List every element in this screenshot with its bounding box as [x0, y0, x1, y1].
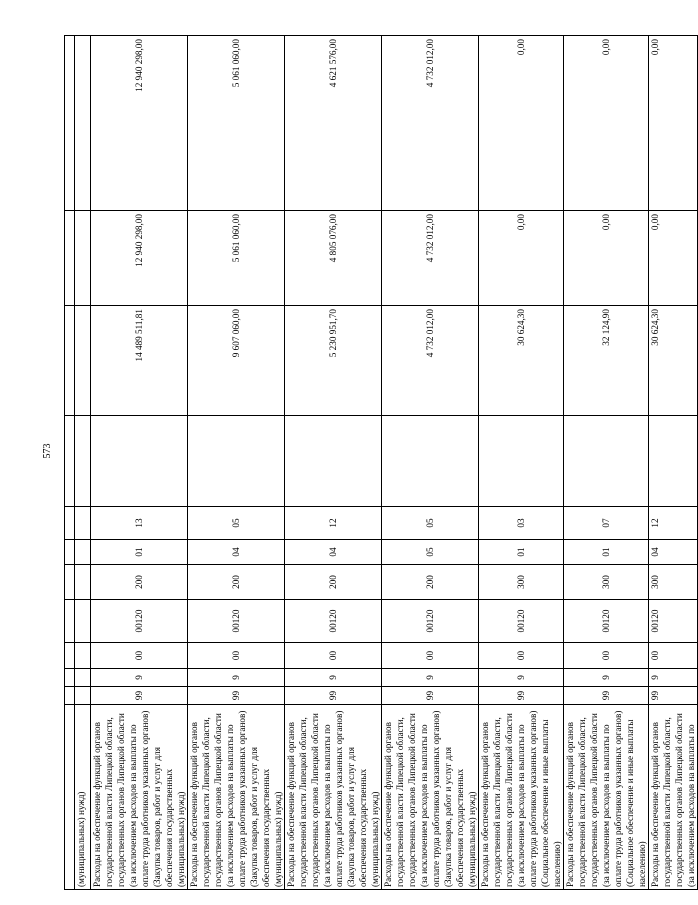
code-cell: 00	[649, 643, 698, 669]
table-cell	[65, 687, 75, 705]
code-cell: 300	[564, 565, 649, 600]
table-cell	[75, 416, 91, 507]
code-cell: 99	[564, 687, 649, 705]
table-cell	[65, 507, 75, 540]
amount-cell: 0,00	[479, 36, 564, 211]
table-cell	[75, 306, 91, 416]
code-cell: 00	[285, 643, 382, 669]
code-cell: 200	[91, 565, 188, 600]
row-name: Расходы на обеспечение функций органов государственной власти Липецкой области, государственных органов Липецкой области (за исключением расходов на выплаты по оплате труда работников указанных органов) (Закупка товаров, работ и услуг для обеспечения государственных (муниципальных) нужд)	[285, 705, 382, 890]
table-cell	[65, 211, 75, 306]
table-row	[479, 36, 564, 890]
code-cell: 99	[188, 687, 285, 705]
code-cell: 00120	[285, 600, 382, 643]
code-cell: 99	[382, 687, 479, 705]
code-cell: 99	[285, 687, 382, 705]
code-cell: 00120	[91, 600, 188, 643]
amount-cell: 0,00	[564, 211, 649, 306]
code-cell: 9	[382, 669, 479, 687]
code-cell: 9	[649, 669, 698, 687]
empty-cell	[285, 416, 382, 507]
table-cell	[65, 565, 75, 600]
table-row	[649, 36, 698, 890]
row-name: (муниципальных) нужд)	[75, 705, 91, 890]
code-cell: 9	[285, 669, 382, 687]
amount-cell: 30 624,30	[649, 306, 698, 416]
code-cell: 99	[649, 687, 698, 705]
table-cell	[75, 211, 91, 306]
code-cell: 12	[285, 507, 382, 540]
amount-cell: 32 124,90	[564, 306, 649, 416]
amount-cell: 0,00	[649, 36, 698, 211]
code-cell: 9	[188, 669, 285, 687]
table-cell	[65, 600, 75, 643]
amount-cell: 12 940 298,00	[91, 36, 188, 211]
code-cell: 01	[479, 540, 564, 565]
amount-cell: 4 805 076,00	[285, 211, 382, 306]
header-cell	[65, 705, 75, 890]
table-row	[188, 36, 285, 890]
table-cell	[65, 416, 75, 507]
code-cell: 00120	[649, 600, 698, 643]
empty-cell	[564, 416, 649, 507]
code-cell: 9	[479, 669, 564, 687]
amount-cell: 30 624,30	[479, 306, 564, 416]
table-cell	[75, 600, 91, 643]
code-cell: 00	[564, 643, 649, 669]
code-cell: 07	[564, 507, 649, 540]
code-cell: 9	[564, 669, 649, 687]
table-cell	[65, 540, 75, 565]
table-cell	[75, 643, 91, 669]
empty-cell	[188, 416, 285, 507]
table-cell	[65, 306, 75, 416]
table-row	[75, 36, 91, 890]
amount-cell: 12 940 298,00	[91, 211, 188, 306]
empty-cell	[479, 416, 564, 507]
empty-cell	[91, 416, 188, 507]
code-cell: 300	[649, 565, 698, 600]
rotated-content	[64, 36, 696, 890]
table-cell	[75, 540, 91, 565]
table-row	[382, 36, 479, 890]
row-name: Расходы на обеспечение функций органов государственной власти Липецкой области, государственных органов Липецкой области (за исключением расходов на выплаты по	[649, 705, 698, 890]
table-top-row	[65, 36, 75, 890]
code-cell: 05	[188, 507, 285, 540]
amount-cell: 0,00	[649, 211, 698, 306]
code-cell: 00120	[564, 600, 649, 643]
row-name: Расходы на обеспечение функций органов государственной власти Липецкой области, государственных органов Липецкой области (за исключением расходов на выплаты по оплате труда работников указанных органов) (Социальное обеспечение и иные выплаты населению)	[479, 705, 564, 890]
rotated-page	[64, 36, 696, 890]
code-cell: 00	[382, 643, 479, 669]
table-cell	[65, 669, 75, 687]
amount-cell: 4 621 576,00	[285, 36, 382, 211]
code-cell: 01	[564, 540, 649, 565]
code-cell: 99	[479, 687, 564, 705]
code-cell: 05	[382, 540, 479, 565]
table-row	[91, 36, 188, 890]
row-name: Расходы на обеспечение функций органов государственной власти Липецкой области, государственных органов Липецкой области (за исключением расходов на выплаты по оплате труда работников указанных органов) (Закупка товаров, работ и услуг для обеспечения государственных (муниципальных) нужд)	[382, 705, 479, 890]
code-cell: 12	[649, 507, 698, 540]
amount-cell: 0,00	[479, 211, 564, 306]
code-cell: 00	[479, 643, 564, 669]
table-row	[564, 36, 649, 890]
table-cell	[65, 36, 75, 211]
code-cell: 03	[479, 507, 564, 540]
amount-cell: 5 061 060,00	[188, 211, 285, 306]
code-cell: 00120	[188, 600, 285, 643]
code-cell: 200	[382, 565, 479, 600]
table-cell	[75, 669, 91, 687]
amount-cell: 14 489 511,81	[91, 306, 188, 416]
amount-cell: 0,00	[564, 36, 649, 211]
code-cell: 200	[285, 565, 382, 600]
row-name: Расходы на обеспечение функций органов государственной власти Липецкой области, государственных органов Липецкой области (за исключением расходов на выплаты по оплате труда работников указанных органов) (Социальное обеспечение и иные выплаты населению)	[564, 705, 649, 890]
code-cell: 04	[649, 540, 698, 565]
table-cell	[75, 507, 91, 540]
code-cell: 00120	[382, 600, 479, 643]
code-cell: 00	[188, 643, 285, 669]
empty-cell	[382, 416, 479, 507]
code-cell: 01	[91, 540, 188, 565]
code-cell: 99	[91, 687, 188, 705]
amount-cell: 4 732 012,00	[382, 211, 479, 306]
table-cell	[65, 643, 75, 669]
budget-table	[64, 35, 698, 890]
code-cell: 200	[188, 565, 285, 600]
amount-cell: 5 230 951,70	[285, 306, 382, 416]
row-name: Расходы на обеспечение функций органов государственной власти Липецкой области, государственных органов Липецкой области (за исключением расходов на выплаты по оплате труда работников указанных органов) (Закупка товаров, работ и услуг для обеспечения государственных (муниципальных) нужд)	[91, 705, 188, 890]
amount-cell: 4 732 012,00	[382, 36, 479, 211]
page-number: 573	[42, 443, 53, 459]
code-cell: 300	[479, 565, 564, 600]
code-cell: 04	[188, 540, 285, 565]
table-cell	[75, 687, 91, 705]
row-name: Расходы на обеспечение функций органов государственной власти Липецкой области, государственных органов Липецкой области (за исключением расходов на выплаты по оплате труда работников указанных органов) (Закупка товаров, работ и услуг для обеспечения государственных (муниципальных) нужд)	[188, 705, 285, 890]
empty-cell	[649, 416, 698, 507]
table-cell	[75, 565, 91, 600]
code-cell: 00	[91, 643, 188, 669]
code-cell: 05	[382, 507, 479, 540]
amount-cell: 5 061 060,00	[188, 36, 285, 211]
table-cell	[75, 36, 91, 211]
code-cell: 13	[91, 507, 188, 540]
table-row	[285, 36, 382, 890]
amount-cell: 9 607 060,00	[188, 306, 285, 416]
code-cell: 9	[91, 669, 188, 687]
code-cell: 00120	[479, 600, 564, 643]
code-cell: 04	[285, 540, 382, 565]
amount-cell: 4 732 012,00	[382, 306, 479, 416]
